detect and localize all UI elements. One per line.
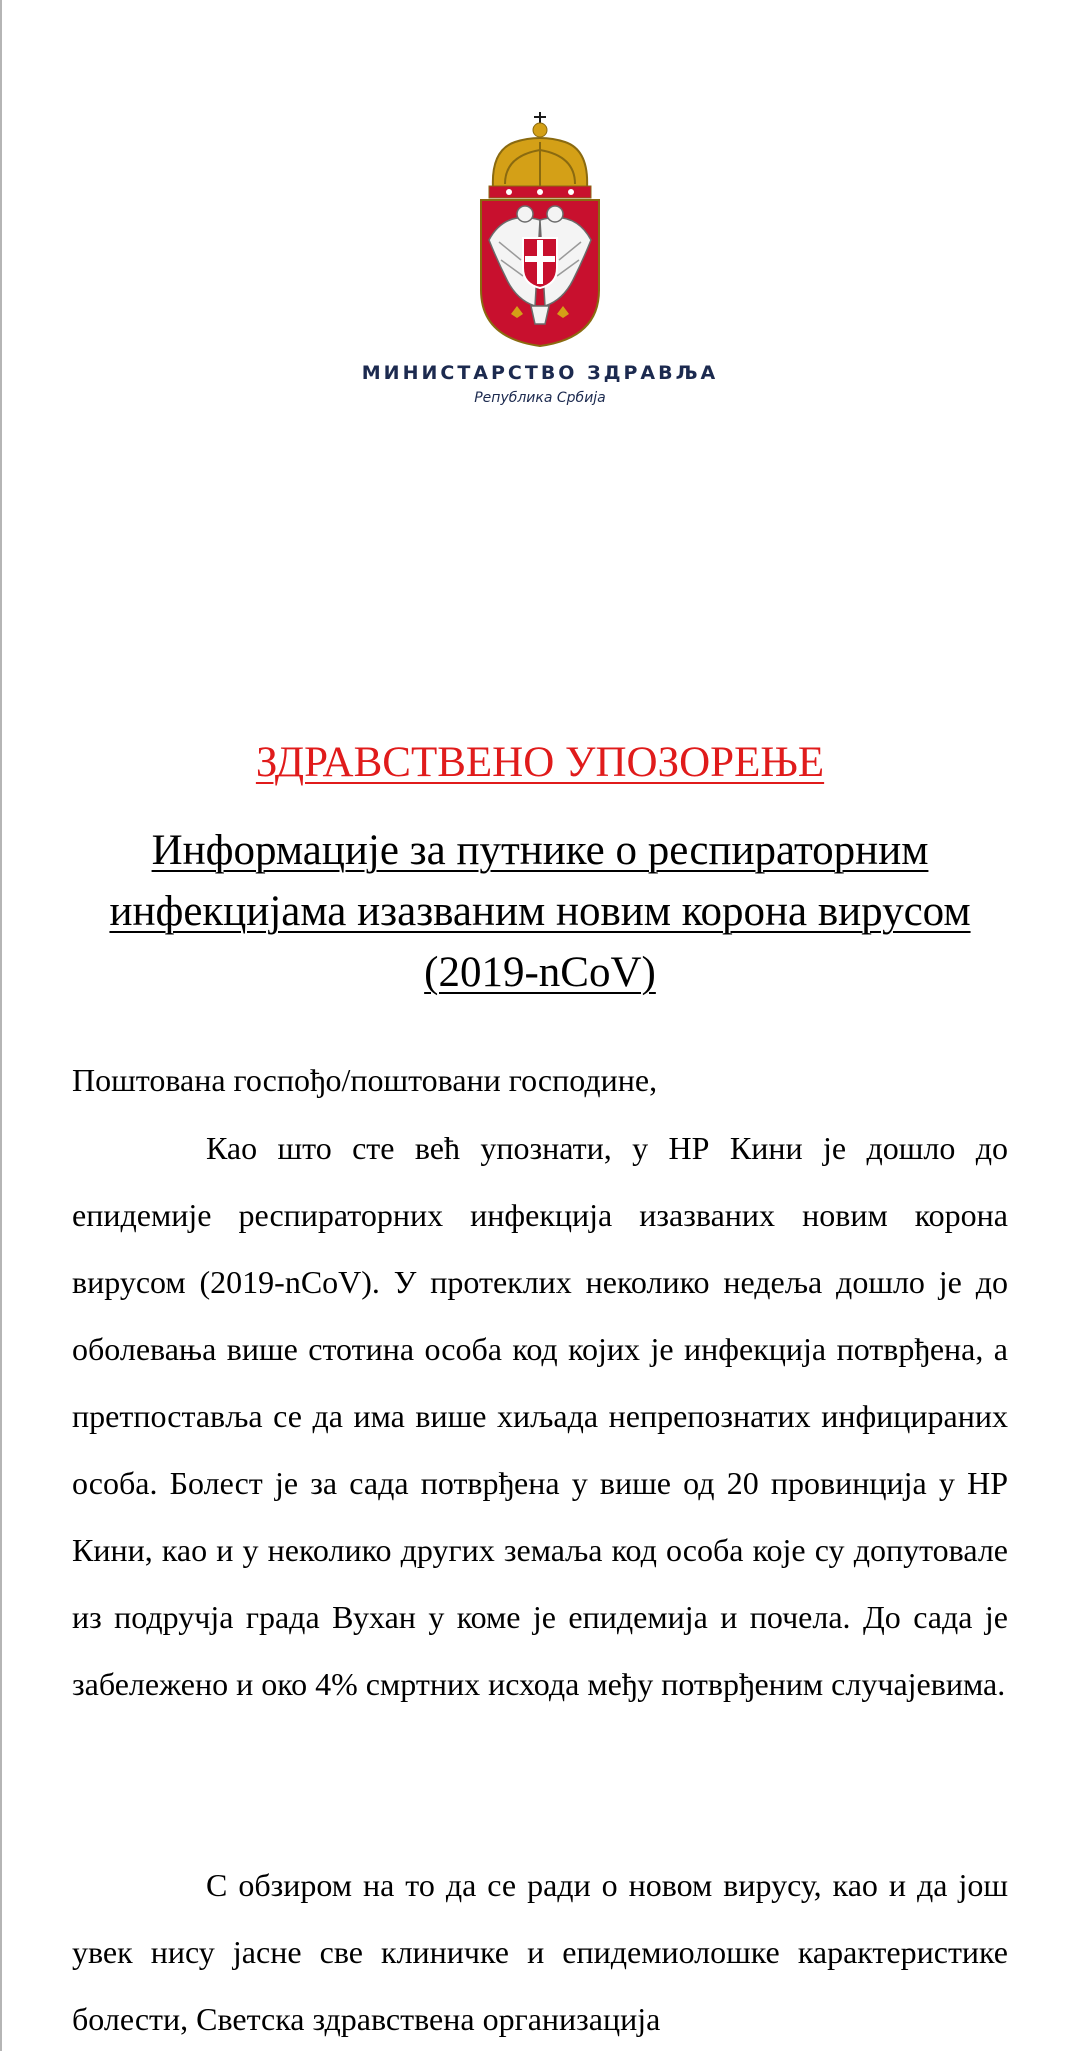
ministry-logo	[0, 110, 1080, 406]
body-paragraph-1: Као што сте већ упознати, у НР Кини је дошло до епидемије респираторних инфекција изазваних новим корона вирусом (2019-nCoV). У протеклих неколико недеља дошло је до оболевања више стотина особа код којих је инфекција потврђена, а претпоставља се да има више хиљада непрепознатих инфицираних особа. Болест је за сада потврђена у више од 20 провинција у НР Кини, као и у неколико других земаља код особа које су допутовале из подручја града Вухан у коме је епидемија и почела. До сада је забележено и око 4% смртних исхода међу потврђеним случајевима.	[72, 1130, 1008, 1702]
serbian-coat-of-arms-icon	[475, 110, 605, 350]
warning-title: ЗДРАВСТВЕНО УПОЗОРЕЊЕ	[255, 739, 825, 786]
republic-name: Република Србија	[474, 390, 606, 406]
document-heading: Информације за путнике о респираторним инфекцијама изазваним новим корона вирусом (2019-nCoV)	[109, 827, 971, 996]
greeting-line: Поштована госпођо/поштовани господине,	[72, 1062, 658, 1098]
body-paragraph-2: С обзиром на то да се ради о новом вирусу, као и да још увек нису јасне све клиничке и епидемиолошке карактеристике болести, Светска здравствена организација	[72, 1867, 1008, 2037]
ministry-name: МИНИСТАРСТВО ЗДРАВЉА	[361, 362, 719, 384]
